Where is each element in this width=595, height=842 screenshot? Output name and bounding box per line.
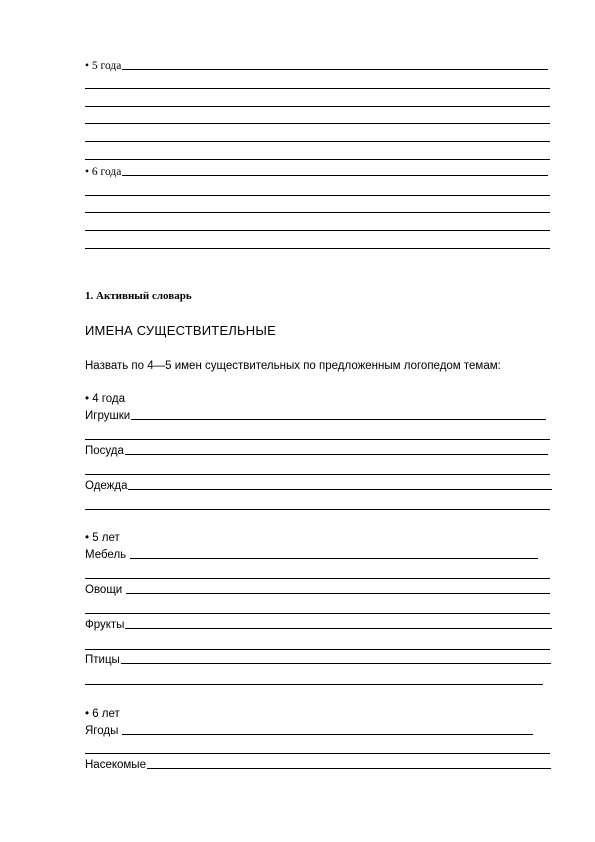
blank-answer-line[interactable] [85, 212, 550, 213]
answer-rule [125, 627, 552, 629]
blank-answer-line[interactable] [85, 439, 550, 440]
topic-line-fruits[interactable] [85, 619, 552, 631]
blank-answer-line[interactable] [85, 753, 550, 754]
topic-line-furniture[interactable] [85, 549, 538, 561]
answer-rule [122, 174, 548, 176]
answer-rule [122, 733, 533, 735]
answer-rule [130, 557, 538, 559]
answer-rule [121, 662, 551, 664]
blank-answer-line[interactable] [85, 509, 550, 510]
topic-line-berries[interactable] [85, 725, 533, 737]
blank-answer-line[interactable] [85, 474, 550, 475]
topic-label: Птицы [85, 654, 120, 666]
age6-answer-line[interactable] [85, 166, 548, 178]
blank-answer-line[interactable] [85, 613, 550, 614]
answer-rule [131, 418, 546, 420]
topic-line-birds[interactable] [85, 654, 551, 666]
blank-answer-line[interactable] [85, 649, 550, 650]
blank-answer-line[interactable] [85, 159, 550, 160]
age5-label: • 5 года [85, 60, 122, 72]
age6-vocab-label: • 6 лет [85, 708, 120, 720]
section-heading: 1. Активный словарь [85, 290, 192, 302]
topic-line-clothes[interactable] [85, 480, 552, 492]
topic-label: Игрушки [85, 410, 131, 422]
topic-line-toys[interactable] [85, 410, 546, 422]
topic-label: Посуда [85, 445, 124, 457]
blank-answer-line[interactable] [85, 195, 550, 196]
blank-answer-line[interactable] [85, 578, 550, 579]
topic-label: Мебель [85, 549, 127, 561]
age4-label: • 4 года [85, 393, 126, 405]
answer-rule [128, 488, 552, 490]
blank-answer-line[interactable] [85, 684, 543, 685]
age5-answer-line[interactable] [85, 60, 548, 72]
section-title: ИМЕНА СУЩЕСТВИТЕЛЬНЫЕ [85, 323, 276, 338]
blank-answer-line[interactable] [85, 248, 550, 249]
answer-rule [126, 592, 550, 594]
blank-answer-line[interactable] [85, 88, 550, 89]
topic-line-insects[interactable] [85, 759, 551, 771]
task-instruction: Назвать по 4—5 имен существительных по предложенным логопедом темам: [85, 360, 501, 372]
age6-label: • 6 года [85, 166, 122, 178]
topic-line-vegetables[interactable] [85, 584, 550, 596]
topic-label: Овощи [85, 584, 123, 596]
blank-answer-line[interactable] [85, 230, 550, 231]
topic-label: Одежда [85, 480, 128, 492]
age5-vocab-label: • 5 лет [85, 532, 120, 544]
answer-rule [147, 767, 551, 769]
topic-label: Фрукты [85, 619, 125, 631]
answer-rule [125, 453, 548, 455]
topic-label: Ягоды [85, 725, 119, 737]
topic-label: Насекомые [85, 759, 146, 771]
answer-rule [122, 68, 548, 70]
blank-answer-line[interactable] [85, 141, 550, 142]
blank-answer-line[interactable] [85, 106, 550, 107]
blank-answer-line[interactable] [85, 123, 550, 124]
topic-line-dishes[interactable] [85, 445, 548, 457]
